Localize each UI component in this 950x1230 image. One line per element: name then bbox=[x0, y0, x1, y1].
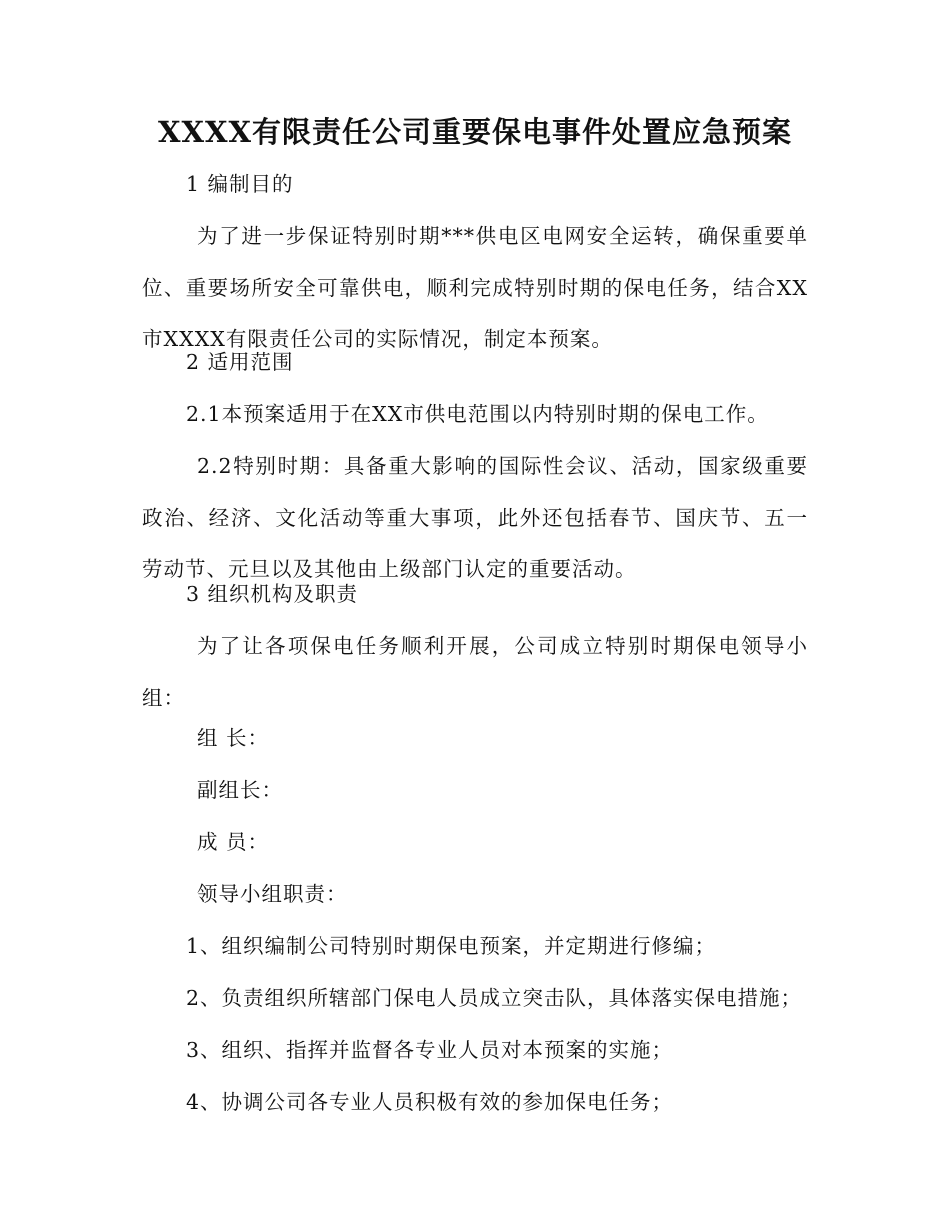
section-3-heading: 3 组织机构及职责 bbox=[186, 582, 359, 606]
document-title: XXXX有限责任公司重要保电事件处置应急预案 bbox=[157, 115, 792, 149]
section-2-1-paragraph: 2.1本预案适用于在XX市供电范围以内特别时期的保电工作。 bbox=[186, 402, 769, 426]
members-line: 成 员： bbox=[197, 830, 270, 854]
leader-line: 组 长： bbox=[197, 726, 270, 750]
duty-item: 2、负责组织所辖部门保电人员成立突击队，具体落实保电措施； bbox=[186, 986, 803, 1010]
duty-item: 1、组织编制公司特别时期保电预案，并定期进行修编； bbox=[186, 934, 717, 958]
duties-heading: 领导小组职责： bbox=[197, 882, 348, 906]
section-2-2-paragraph: 2.2特别时期：具备重大影响的国际性会议、活动，国家级重要政治、经济、文化活动等重大事项，此外还包括春节、国庆节、五一劳动节、元旦以及其他由上级部门认定的重要活动。 bbox=[142, 454, 808, 581]
duty-item: 4、协调公司各专业人员积极有效的参加保电任务； bbox=[186, 1090, 674, 1114]
section-2-heading: 2 适用范围 bbox=[186, 350, 294, 374]
section-1-paragraph: 为了进一步保证特别时期***供电区电网安全运转，确保重要单位、重要场所安全可靠供电，顺利完成特别时期的保电任务，结合XX市XXXX有限责任公司的实际情况，制定本预案。 bbox=[142, 224, 808, 351]
deputy-leader-line: 副组长： bbox=[197, 778, 283, 802]
section-1-heading: 1 编制目的 bbox=[186, 172, 294, 196]
section-3-paragraph: 为了让各项保电任务顺利开展，公司成立特别时期保电领导小组： bbox=[142, 634, 808, 710]
duty-item: 3、组织、指挥并监督各专业人员对本预案的实施； bbox=[186, 1038, 674, 1062]
